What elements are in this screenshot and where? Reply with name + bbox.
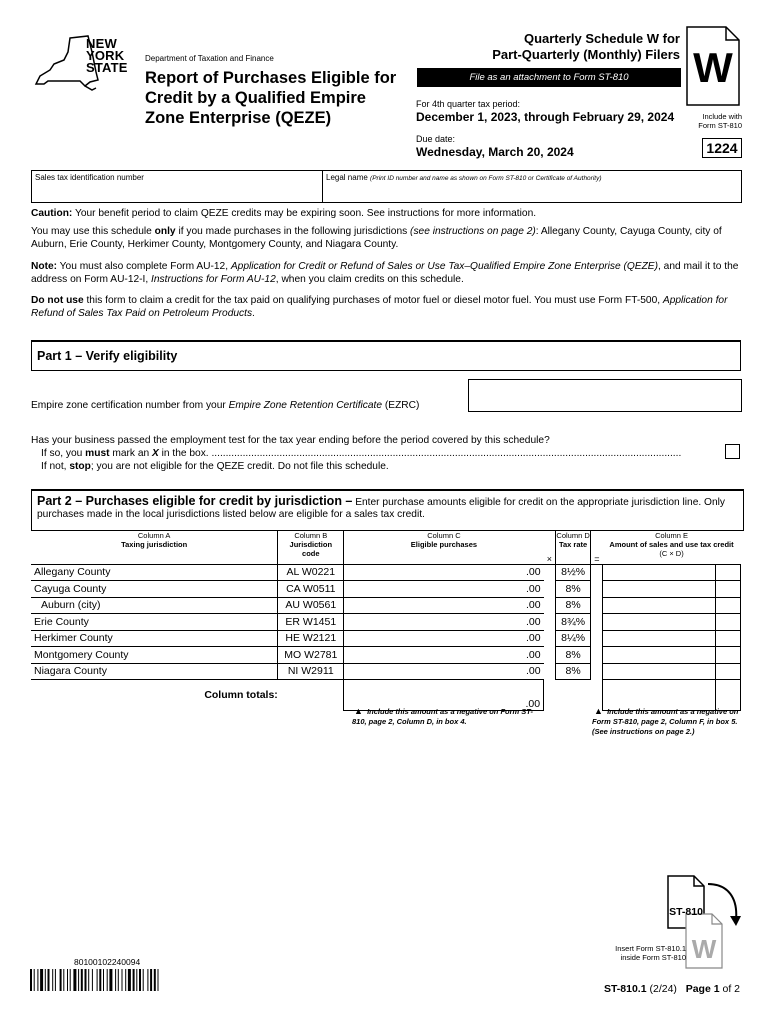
col-b-header: [278, 531, 344, 564]
barcode-bar: [103, 969, 104, 991]
ezrc-label: [31, 400, 419, 411]
barcode-bar: [60, 969, 62, 991]
text: If so, you: [41, 448, 86, 459]
jurisdiction-name: Auburn (city): [31, 597, 278, 614]
include-with-note: [680, 112, 742, 130]
state-logo-text: [86, 38, 128, 74]
spacer: [544, 581, 556, 598]
schedule-title: [492, 31, 680, 63]
insert-instruction: [566, 944, 686, 962]
col-c-header: [344, 531, 544, 564]
tax-credit-amount-input[interactable]: [603, 614, 716, 631]
schedule-title-line-2: Part-Quarterly (Monthly) Filers: [492, 47, 680, 62]
text: , when you claim credits on this schedule.: [275, 274, 464, 285]
col-b-label: Jurisdiction: [289, 540, 333, 549]
text: Empire zone certification number from your: [31, 400, 229, 411]
jurisdiction-code: CA W0511: [278, 581, 344, 598]
logo-line: YORK: [86, 48, 125, 63]
spacer: [544, 564, 556, 581]
barcode-bar: [48, 969, 50, 991]
spacer: [544, 663, 556, 680]
tax-rate: 8%: [556, 597, 591, 614]
text: ; you are not eligible for the QEZE credit. Do not file this schedule.: [90, 461, 389, 472]
equals-symbol-text: =: [594, 553, 600, 564]
tax-credit-cents-input[interactable]: [715, 564, 740, 581]
form-title-line: Report of Purchases Eligible for: [145, 69, 397, 87]
caution-text: Your benefit period to claim QEZE credits may be expiring soon. See instructions for more information.: [72, 208, 537, 219]
part2-header: [31, 489, 744, 531]
attachment-banner: File as an attachment to Form ST-810: [417, 68, 681, 87]
barcode-bar: [73, 969, 76, 991]
spacer: [591, 647, 603, 664]
employment-test-question: Has your business passed the employment test for the tax year ending before the period covered by this schedule?: [31, 435, 550, 446]
tax-rate: 8%: [556, 581, 591, 598]
barcode-number: 80100102240094: [74, 957, 141, 967]
jurisdiction-code: ER W1451: [278, 614, 344, 631]
barcode-bar: [107, 969, 108, 991]
purchases-table: [31, 531, 741, 711]
text: (EZRC): [382, 400, 420, 411]
totals-label: [31, 680, 278, 711]
include-with-line-1: Include with: [702, 112, 742, 121]
spacer: [591, 564, 603, 581]
totals-spacer: [278, 680, 344, 711]
part1-header: Part 1 – Verify eligibility: [31, 340, 741, 371]
jurisdiction-name: Cayuga County: [31, 581, 278, 598]
text: (see instructions on page 2): [410, 226, 536, 237]
text: only: [154, 226, 176, 237]
col-b-label-2: code: [302, 549, 320, 558]
barcode-bar: [70, 969, 71, 991]
barcode-bar: [81, 969, 83, 991]
tax-credit-cents-input[interactable]: [715, 581, 740, 598]
tax-credit-cents-input[interactable]: [715, 647, 740, 664]
sales-tax-id-label: Sales tax identification number: [35, 173, 144, 182]
insert-line-1: Insert Form ST-810.1: [615, 944, 686, 953]
spacer: [544, 597, 556, 614]
text: You must also complete Form AU-12,: [57, 261, 231, 272]
tax-rate: 8%: [556, 663, 591, 680]
barcode-bar: [52, 969, 53, 991]
spacer: [591, 630, 603, 647]
jurisdiction-name: Allegany County: [31, 564, 278, 581]
tax-rate: 8¼%: [556, 630, 591, 647]
totals-label-text: Column totals:: [204, 689, 278, 702]
barcode-bar: [97, 969, 98, 991]
department-name: Department of Taxation and Finance: [145, 54, 274, 63]
spacer: [591, 614, 603, 631]
totals-spacer: [556, 680, 591, 711]
page-number: 1: [713, 983, 720, 995]
barcode-bar: [115, 969, 116, 991]
table-row: [31, 614, 741, 631]
tax-credit-amount-input[interactable]: [603, 564, 716, 581]
jurisdiction-code: NI W2911: [278, 663, 344, 680]
times-symbol: [544, 531, 556, 564]
text: , and mail it to the address on Form AU-12-I,: [31, 261, 739, 285]
barcode-bar: [30, 969, 32, 991]
page-total: of 2: [719, 983, 740, 995]
barcode-bar: [133, 969, 135, 991]
column-c-note-text: Include this amount as a negative on Form ST-810, page 2, Column D, in box 4.: [352, 707, 533, 726]
tax-rate: 8%: [556, 647, 591, 664]
text: Application for Refund of Sales Tax Paid on Petroleum Products: [31, 295, 728, 319]
text: : Allegany County, Cayuga County, city of Auburn, Erie County, Herkimer County, Montgomery County, and Niagara County.: [31, 226, 722, 250]
barcode-bar: [67, 969, 68, 991]
period-value: December 1, 2023, through February 29, 2024: [416, 110, 675, 124]
eligible-purchases-input[interactable]: .00: [344, 597, 544, 614]
barcode-bar: [122, 969, 123, 991]
jurisdiction-name: Erie County: [31, 614, 278, 631]
col-d-title: Column D: [556, 531, 590, 540]
legal-name-label-text: Legal name: [326, 173, 368, 182]
legal-name-field[interactable]: [322, 170, 742, 203]
col-a-title: Column A: [137, 531, 171, 540]
jurisdiction-name: Herkimer County: [31, 630, 278, 647]
text: if you made purchases in the following jurisdictions: [175, 226, 411, 237]
spacer: [544, 614, 556, 631]
form-id: ST-810.1: [603, 983, 647, 995]
barcode-bar: [136, 969, 137, 991]
due-date-label: Due date:: [416, 134, 456, 144]
spacer: [544, 630, 556, 647]
schedule-letter: W: [693, 44, 733, 91]
form-id-footer: [604, 983, 740, 995]
jurisdiction-name: Montgomery County: [31, 647, 278, 664]
form-title-line: Zone Enterprise (QEZE): [145, 109, 332, 127]
caution-label: Caution:: [31, 208, 73, 219]
page-label: Page: [685, 983, 714, 995]
schedule-title-line-1: Quarterly Schedule W for: [523, 31, 680, 46]
spacer: [591, 581, 603, 598]
barcode-bar: [92, 969, 93, 991]
jurisdiction-code: MO W2781: [278, 647, 344, 664]
eligible-purchases-input[interactable]: .00: [344, 647, 544, 664]
barcode-bar: [37, 969, 38, 991]
col-d-label: Tax rate: [558, 540, 588, 549]
part2-title: Part 2 – Purchases eligible for credit by jurisdiction –: [37, 494, 353, 508]
text: this form to claim a credit for the tax paid on qualifying purchases of motor fuel or diesel motor fuel. You must use Form FT-500,: [83, 295, 663, 306]
barcode-bar: [143, 969, 144, 991]
tax-credit-cents-input[interactable]: [715, 597, 740, 614]
col-c-label: Eligible purchases: [410, 540, 478, 549]
table-row: [31, 597, 741, 614]
ezrc-number-input[interactable]: [468, 379, 742, 412]
eligible-purchases-input[interactable]: .00: [344, 564, 544, 581]
tax-credit-cents-input[interactable]: [715, 663, 740, 680]
part2-intro: Enter purchase amounts eligible for credit on the appropriate jurisdiction line. Only purchases made in the local jurisdictions listed below are eligible for a sales tax credit.: [37, 497, 726, 520]
jurisdiction-name: Niagara County: [31, 663, 278, 680]
barcode-bar: [63, 969, 64, 991]
up-triangle-icon: ▲: [594, 706, 603, 716]
barcode-bar: [55, 969, 56, 991]
form-code-box: 1224: [702, 138, 742, 158]
form-title-line: Credit by a Qualified Empire: [145, 89, 366, 107]
text: .: [252, 308, 255, 319]
text: must: [85, 448, 110, 459]
barcode-bar: [147, 969, 148, 991]
barcode-bar: [78, 969, 79, 991]
barcode-bar: [139, 969, 141, 991]
may-use-paragraph: [31, 225, 743, 251]
caution-paragraph: [31, 207, 743, 220]
barcode-bar: [109, 969, 112, 991]
jurisdiction-code: HE W2121: [278, 630, 344, 647]
up-triangle-icon: ▲: [354, 706, 363, 716]
equals-symbol: [591, 531, 603, 564]
employment-test-checkbox[interactable]: [725, 444, 740, 459]
jurisdiction-code: AL W0221: [278, 564, 344, 581]
totals-spacer: [544, 680, 556, 711]
tax-credit-amount-input[interactable]: [603, 647, 716, 664]
col-e-header: [603, 531, 741, 564]
barcode-bar: [128, 969, 131, 991]
insert-line-2: inside Form ST-810: [620, 953, 686, 962]
eligible-purchases-input[interactable]: .00: [344, 663, 544, 680]
note-paragraph: [31, 260, 743, 286]
w-icon-letter: W: [691, 934, 717, 964]
table-row: [31, 581, 741, 598]
sales-tax-id-field[interactable]: [31, 170, 324, 203]
col-a-label: Taxing jurisdiction: [121, 540, 188, 549]
barcode-bar: [99, 969, 101, 991]
if-not-instruction: [41, 461, 389, 472]
table-row: [31, 663, 741, 680]
spacer: [544, 647, 556, 664]
tax-credit-cents-input[interactable]: [715, 630, 740, 647]
legal-name-note: (Print ID number and name as shown on Form ST-810 or Certificate of Authority): [370, 175, 602, 182]
barcode: [30, 969, 201, 991]
tax-credit-cents-input[interactable]: [715, 614, 740, 631]
barcode-bar: [88, 969, 89, 991]
form-date: (2/24): [646, 983, 677, 995]
text: stop: [69, 461, 91, 472]
barcode-bar: [154, 969, 156, 991]
text: in the box. ......................................................................................................................................................................: [158, 448, 682, 459]
times-symbol-text: ×: [546, 553, 552, 564]
spacer: [591, 663, 603, 680]
note-label: Note:: [31, 261, 58, 272]
tax-credit-amount-input[interactable]: [603, 581, 716, 598]
do-not-use-label: Do not use: [31, 295, 84, 306]
table-row: [31, 564, 741, 581]
eligible-purchases-input[interactable]: .00: [344, 614, 544, 631]
column-c-total-value: .00: [525, 698, 541, 710]
tax-rate: 8¾%: [556, 614, 591, 631]
form-title: [145, 68, 396, 128]
tax-credit-amount-input[interactable]: [603, 663, 716, 680]
text: mark an: [109, 448, 152, 459]
eligible-purchases-input[interactable]: .00: [344, 581, 544, 598]
col-b-title: Column B: [294, 531, 328, 540]
table-row: [31, 647, 741, 664]
include-with-line-2: Form ST-810: [698, 121, 742, 130]
text: You may use this schedule: [31, 226, 155, 237]
barcode-bar: [125, 969, 126, 991]
period-label: For 4th quarter tax period:: [416, 99, 521, 109]
barcode-bar: [158, 969, 159, 991]
column-e-note-text: Include this amount as a negative on Form ST-810, page 2, Column F, in box 5. (See instructions on page 2.): [592, 707, 739, 736]
logo-line: STATE: [86, 60, 128, 75]
tax-credit-amount-input[interactable]: [603, 597, 716, 614]
legal-name-label: [326, 173, 602, 182]
barcode-bar: [45, 969, 46, 991]
text: X: [151, 448, 159, 459]
tax-rate: 8½%: [556, 564, 591, 581]
due-date-value: Wednesday, March 20, 2024: [416, 145, 574, 159]
jurisdiction-code: AU W0561: [278, 597, 344, 614]
col-e-title: Column E: [655, 531, 688, 540]
col-e-label: Amount of sales and use tax credit: [609, 540, 734, 549]
jurisdiction-rows: [31, 564, 741, 680]
barcode-bar: [150, 969, 152, 991]
spacer: [591, 597, 603, 614]
logo-line: NEW: [86, 36, 117, 51]
text: If not,: [41, 461, 70, 472]
text: Instructions for Form AU-12: [151, 274, 276, 285]
barcode-bar: [40, 969, 43, 991]
col-d-header: [556, 531, 591, 564]
table-header-row: [31, 531, 741, 564]
if-so-instruction: [41, 448, 717, 459]
eligible-purchases-input[interactable]: .00: [344, 630, 544, 647]
barcode-bar: [34, 969, 35, 991]
table-row: [31, 630, 741, 647]
do-not-use-paragraph: [31, 294, 743, 320]
tax-credit-amount-input[interactable]: [603, 630, 716, 647]
column-e-total-note: [592, 706, 742, 737]
column-c-total-note: [352, 706, 542, 727]
col-a-header: [31, 531, 278, 564]
barcode-bar: [118, 969, 119, 991]
barcode-bar: [85, 969, 87, 991]
text: Application for Credit or Refund of Sales or Use Tax–Qualified Empire Zone Enterprise (QEZE): [230, 261, 658, 272]
st810-icon-label: ST-810: [669, 906, 703, 918]
text: Empire Zone Retention Certificate: [228, 400, 383, 411]
col-c-title: Column C: [427, 531, 461, 540]
col-e-label-2: (C × D): [659, 549, 684, 558]
